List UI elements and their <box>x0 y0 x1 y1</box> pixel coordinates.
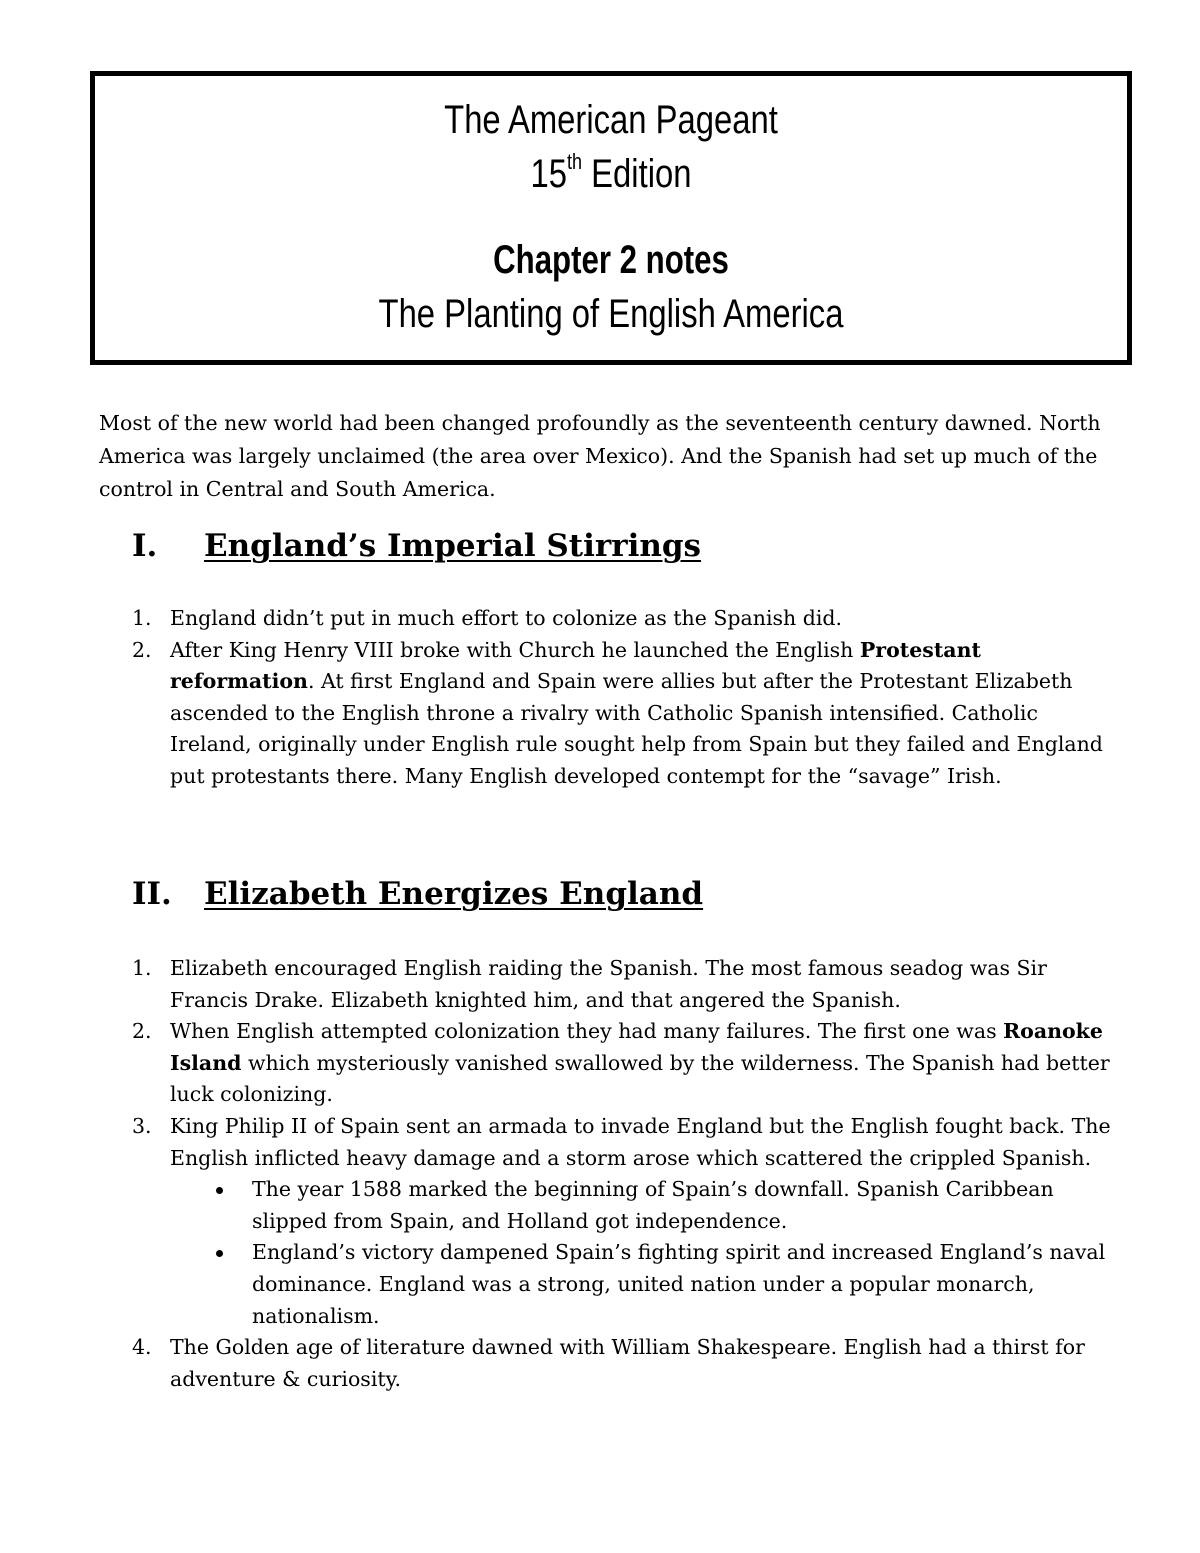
edition-word: Edition <box>582 152 692 196</box>
list-item-text: which mysteriously vanished swallowed by the wilderness. The Spanish had better luck colonizing. <box>170 1050 1110 1107</box>
list-marker: 3. <box>132 1113 152 1138</box>
edition-suffix: th <box>567 149 583 174</box>
list-item-text: Elizabeth encouraged English raiding the Spanish. The most famous seadog was Sir Francis Drake. Elizabeth knighted him, and that angered the Spanish. <box>170 956 1047 1012</box>
list-marker: 2. <box>132 1019 152 1044</box>
list-item-text: King Philip II of Spain sent an armada to invade England but the English fought back. The English inflicted heavy damage and a storm arose which scattered the crippled Spanish. <box>170 1113 1111 1170</box>
list-marker: 2. <box>132 637 152 662</box>
book-title: The American Pageant <box>444 98 778 142</box>
list-item <box>132 603 1115 635</box>
bullet-list <box>170 1174 1115 1332</box>
intro-paragraph: Most of the new world had been changed profoundly as the seventeenth century dawned. North America was largely unclaimed (the area over Mexico). And the Spanish had set up much of the control in Central and South America. <box>99 411 1101 501</box>
section-title: Elizabeth Energizes England <box>204 876 704 912</box>
bold-term: Roanoke Island <box>170 1019 1103 1075</box>
list-item-text: After King Henry VIII broke with Church he launched the English <box>170 637 860 662</box>
list-item-text: . At first England and Spain were allies but after the Protestant Elizabeth ascended to the English throne a rivalry with Catholic Spanish intensified. Catholic Ireland, originally under English rule sought help from Spain but they failed and England put protestants there. Many English developed contempt for the “savage” Irish. <box>170 669 1103 788</box>
section-title: England’s Imperial Stirrings <box>204 528 702 564</box>
list-marker: 1. <box>132 606 152 630</box>
bold-term: Protestant reformation <box>170 637 981 694</box>
section-numeral: I. <box>132 528 158 564</box>
title-box <box>90 71 1132 365</box>
list-marker: 4. <box>132 1335 152 1360</box>
list-item <box>132 635 1115 793</box>
list-item-text: England didn’t put in much effort to colonize as the Spanish did. <box>170 606 843 630</box>
chapter-subtitle: The Planting of English America <box>378 292 844 336</box>
chapter-title: Chapter 2 notes <box>493 238 729 282</box>
list-item-text: The Golden age of literature dawned with William Shakespeare. English had a thirst for adventure & curiosity. <box>170 1335 1085 1391</box>
list-item <box>132 953 1115 1016</box>
list-item <box>132 1016 1115 1111</box>
section-numeral: II. <box>132 876 172 912</box>
bullet-item: England’s victory dampened Spain’s fighting spirit and increased England’s naval dominance. England was a strong, united nation under a popular monarch, nationalism. <box>252 1237 1115 1332</box>
section-heading-1 <box>132 528 701 564</box>
section-2-list <box>132 953 1115 1395</box>
list-item-text: When English attempted colonization they had many failures. The first one was <box>170 1019 1004 1044</box>
edition-line <box>188 149 1034 197</box>
section-heading-2 <box>132 876 703 912</box>
list-marker: 1. <box>132 956 152 980</box>
list-item <box>132 1332 1115 1395</box>
edition-number: 15 <box>530 152 568 196</box>
bullet-item: The year 1588 marked the beginning of Spain’s downfall. Spanish Caribbean slipped from Spain, and Holland got independence. <box>252 1174 1115 1237</box>
section-1-list <box>132 603 1115 793</box>
list-item <box>132 1111 1115 1332</box>
